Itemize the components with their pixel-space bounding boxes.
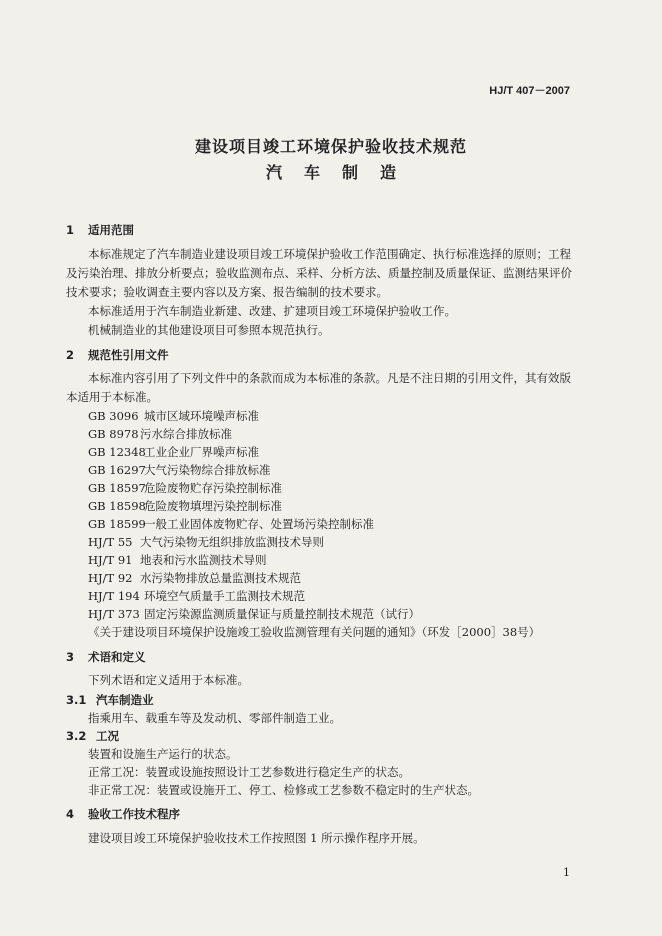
section-3-1-title: 汽车制造业 bbox=[96, 693, 154, 707]
section-3-2-line1: 装置和设施生产运行的状态。 bbox=[88, 747, 238, 761]
section-3-1-number: 3.1 bbox=[66, 693, 87, 707]
reference-notice: 《关于建设项目环境保护设施竣工验收监测管理有关问题的通知》（环发［2000］38号） bbox=[88, 625, 541, 639]
reference-item bbox=[88, 588, 305, 604]
document-subtitle: 汽车制造 bbox=[265, 163, 418, 182]
reference-code: HJ/T 91 bbox=[88, 553, 133, 567]
reference-code: GB 8978 bbox=[88, 427, 139, 441]
reference-title: 大气污染物无组织排放监测技术导则 bbox=[140, 535, 324, 549]
reference-title: 工业企业厂界噪声标准 bbox=[144, 445, 259, 459]
section-1-para3: 机械制造业的其他建设项目可参照本规范执行。 bbox=[88, 323, 330, 337]
reference-title: 水污染物排放总量监测技术规范 bbox=[140, 571, 301, 585]
section-1-para2: 本标准适用于汽车制造业新建、改建、扩建项目竣工环境保护验收工作。 bbox=[88, 304, 456, 318]
section-1-para1-line2: 及污染治理、排放分析要点；验收监测布点、采样、分析方法、质量控制及质量保证、监测结果评价 bbox=[66, 266, 572, 280]
reference-code: GB 18597 bbox=[88, 481, 146, 495]
reference-code: HJ/T 92 bbox=[88, 571, 133, 585]
page-number: 1 bbox=[563, 866, 570, 879]
reference-title: 危险废物填埋污染控制标准 bbox=[144, 499, 282, 513]
reference-item bbox=[88, 444, 259, 460]
reference-code: HJ/T 194 bbox=[88, 589, 140, 603]
section-2-title: 规范性引用文件 bbox=[88, 348, 169, 362]
reference-title: 地表和污水监测技术导则 bbox=[140, 553, 267, 567]
section-3-2-title: 工况 bbox=[96, 729, 119, 743]
reference-title: 城市区域环境噪声标准 bbox=[144, 409, 259, 423]
reference-code: GB 12348 bbox=[88, 445, 146, 459]
section-3-2-number: 3.2 bbox=[66, 729, 87, 743]
document-title: 建设项目竣工环境保护验收技术规范 bbox=[194, 137, 467, 156]
reference-code: GB 18599 bbox=[88, 517, 146, 531]
reference-item bbox=[88, 480, 282, 496]
section-2-number: 2 bbox=[66, 348, 75, 362]
section-4-text: 建设项目竣工环境保护验收技术工作按照图 1 所示操作程序开展。 bbox=[88, 831, 425, 845]
standard-code: HJ/T 407－2007 bbox=[489, 85, 570, 97]
reference-title: 环境空气质量手工监测技术规范 bbox=[144, 589, 305, 603]
reference-title: 危险废物贮存污染控制标准 bbox=[144, 481, 282, 495]
section-3-2-line2: 正常工况：装置或设施按照设计工艺参数进行稳定生产的状态。 bbox=[88, 765, 410, 779]
reference-code: GB 18598 bbox=[88, 499, 146, 513]
reference-title: 污水综合排放标准 bbox=[140, 427, 232, 441]
section-3-2-line3: 非正常工况：装置或设施开工、停工、检修或工艺参数不稳定时的生产状态。 bbox=[88, 783, 479, 797]
section-2-intro-line1: 本标准内容引用了下列文件中的条款而成为本标准的条款。凡是不注日期的引用文件，其有效版 bbox=[88, 371, 571, 385]
section-1-para1-line3: 技术要求；验收调查主要内容以及方案、报告编制的技术要求。 bbox=[66, 285, 388, 299]
reference-code: GB 16297 bbox=[88, 463, 146, 477]
section-1-heading bbox=[66, 222, 134, 238]
reference-item bbox=[88, 498, 282, 514]
reference-item bbox=[88, 408, 259, 424]
section-4-title: 验收工作技术程序 bbox=[88, 807, 180, 821]
section-2-heading bbox=[66, 347, 169, 363]
section-1-number: 1 bbox=[66, 223, 75, 237]
reference-code: HJ/T 373 bbox=[88, 607, 140, 621]
section-1-title: 适用范围 bbox=[88, 223, 134, 237]
section-3-1-heading bbox=[66, 692, 154, 708]
section-3-intro: 下列术语和定义适用于本标准。 bbox=[88, 673, 249, 687]
reference-item bbox=[88, 552, 267, 568]
reference-item bbox=[88, 426, 232, 442]
reference-item bbox=[88, 570, 301, 586]
reference-item bbox=[88, 462, 271, 478]
reference-item bbox=[88, 606, 420, 622]
reference-code: GB 3096 bbox=[88, 409, 139, 423]
section-3-title: 术语和定义 bbox=[88, 650, 146, 664]
reference-title: 大气污染物综合排放标准 bbox=[144, 463, 271, 477]
section-3-heading bbox=[66, 649, 146, 665]
section-3-2-heading bbox=[66, 728, 119, 744]
section-2-intro-line2: 本适用于本标准。 bbox=[66, 390, 158, 404]
reference-item bbox=[88, 516, 374, 532]
section-3-number: 3 bbox=[66, 650, 75, 664]
reference-title: 一般工业固体废物贮存、处置场污染控制标准 bbox=[144, 517, 374, 531]
section-1-para1-line1: 本标准规定了汽车制造业建设项目竣工环境保护验收工作范围确定、执行标准选择的原则；工程 bbox=[88, 247, 571, 261]
reference-item bbox=[88, 534, 324, 550]
section-4-heading bbox=[66, 806, 180, 822]
section-4-number: 4 bbox=[66, 807, 75, 821]
section-3-1-text: 指乘用车、载重车等及发动机、零部件制造工业。 bbox=[88, 711, 341, 725]
reference-code: HJ/T 55 bbox=[88, 535, 133, 549]
reference-title: 固定污染源监测质量保证与质量控制技术规范（试行） bbox=[144, 607, 420, 621]
